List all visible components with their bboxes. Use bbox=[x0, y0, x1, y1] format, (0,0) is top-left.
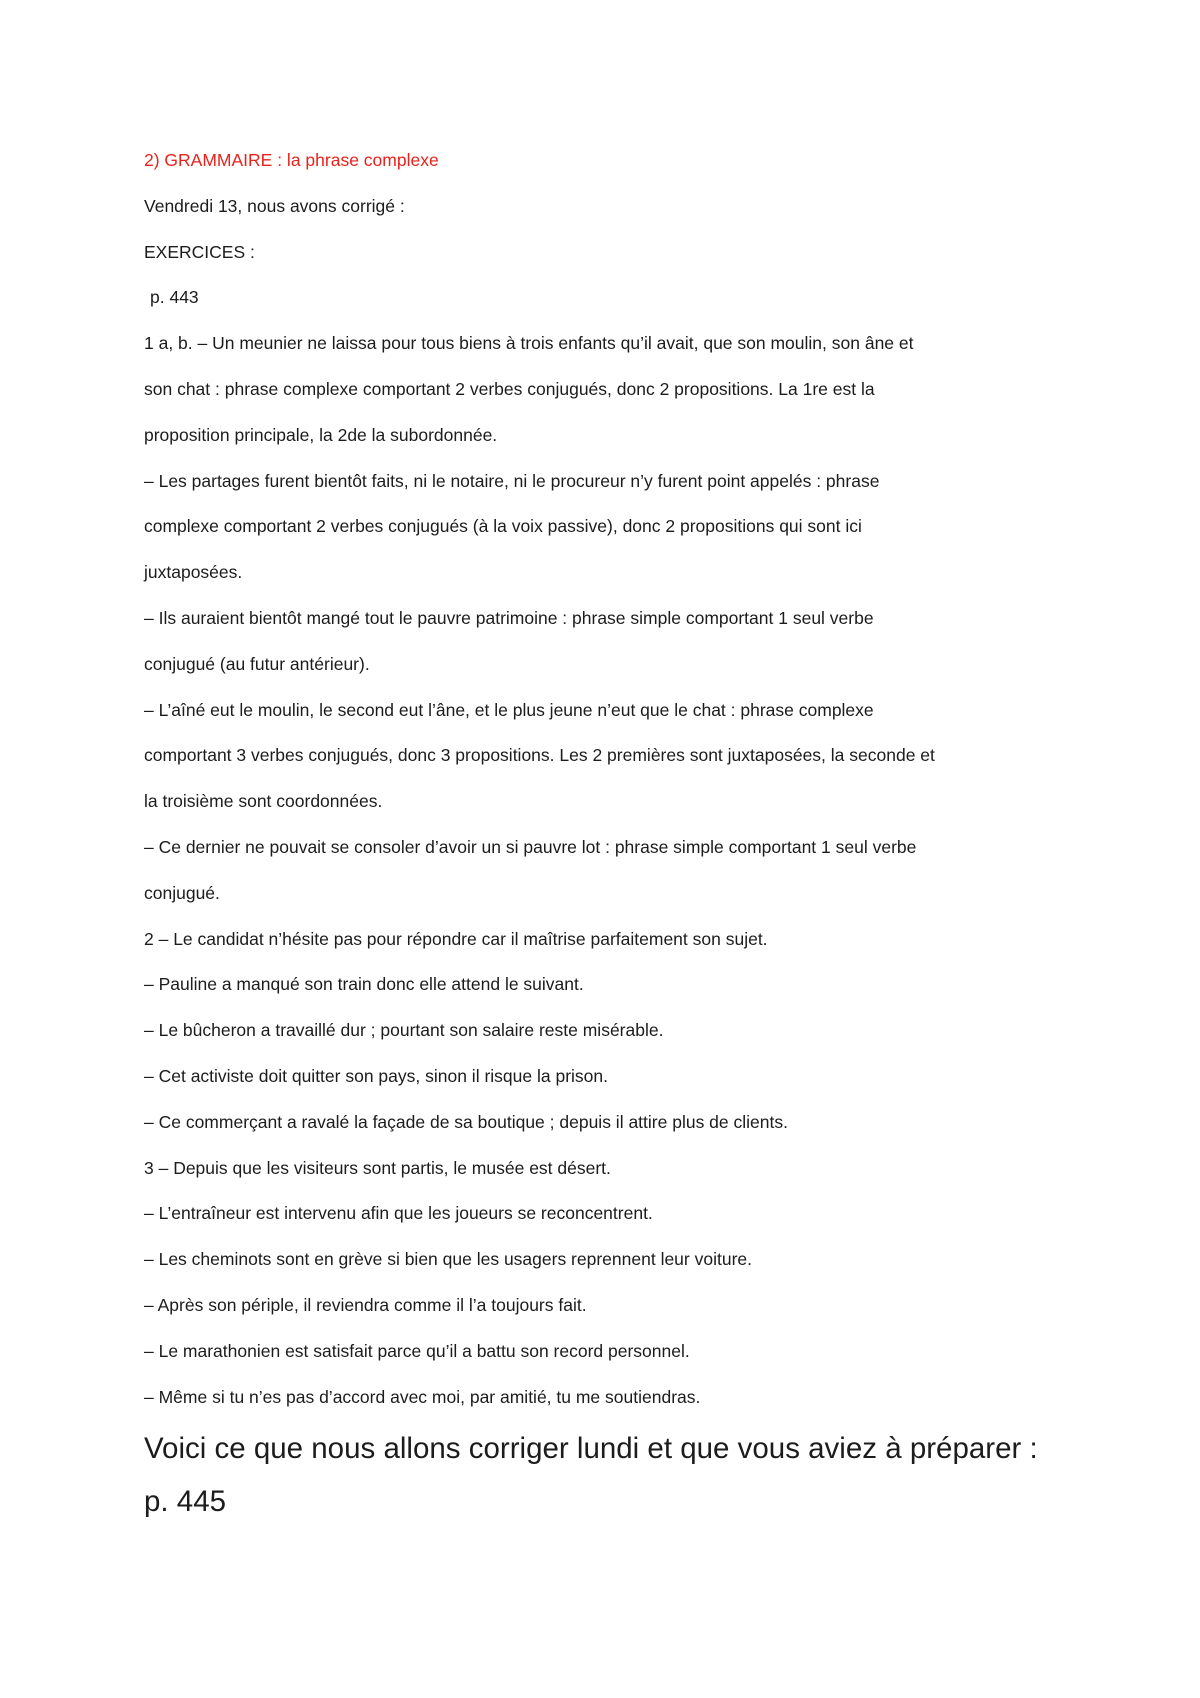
date-line: Vendredi 13, nous avons corrigé : bbox=[144, 195, 405, 216]
text-line: – Le marathonien est satisfait parce qu’il a battu son record personnel. bbox=[144, 1340, 690, 1361]
text-line: conjugué (au futur antérieur). bbox=[144, 653, 370, 674]
section-title: 2) GRAMMAIRE : la phrase complexe bbox=[144, 150, 439, 170]
text-line: 3 – Depuis que les visiteurs sont partis, le musée est désert. bbox=[144, 1157, 611, 1178]
page-reference: p. 443 bbox=[150, 287, 199, 308]
text-line: – Même si tu n’es pas d’accord avec moi, par amitié, tu me soutiendras. bbox=[144, 1386, 701, 1407]
text-line: – Cet activiste doit quitter son pays, sinon il risque la prison. bbox=[144, 1065, 608, 1086]
text-line: la troisième sont coordonnées. bbox=[144, 791, 383, 812]
text-line: – Ils auraient bientôt mangé tout le pauvre patrimoine : phrase simple comportant 1 seul verbe bbox=[144, 607, 874, 628]
text-line: comportant 3 verbes conjugués, donc 3 propositions. Les 2 premières sont juxtaposées, la seconde et bbox=[144, 745, 935, 766]
next-page-reference: p. 445 bbox=[144, 1485, 227, 1519]
announcement-text: Voici ce que nous allons corriger lundi et que vous aviez à préparer : bbox=[144, 1432, 1038, 1466]
text-line: conjugué. bbox=[144, 882, 220, 903]
exercises-label: EXERCICES : bbox=[144, 241, 255, 262]
text-line: – Les cheminots sont en grève si bien que les usagers reprennent leur voiture. bbox=[144, 1249, 752, 1270]
text-line: complexe comportant 2 verbes conjugués (à la voix passive), donc 2 propositions qui sont ici bbox=[144, 516, 862, 537]
text-line: – Les partages furent bientôt faits, ni le notaire, ni le procureur n’y furent point appelés : phrase bbox=[144, 470, 880, 491]
text-line: – L’entraîneur est intervenu afin que les joueurs se reconcentrent. bbox=[144, 1203, 653, 1224]
text-line: proposition principale, la 2de la subordonnée. bbox=[144, 424, 498, 445]
text-line: – Ce commerçant a ravalé la façade de sa boutique ; depuis il attire plus de clients. bbox=[144, 1111, 788, 1132]
text-line: son chat : phrase complexe comportant 2 verbes conjugués, donc 2 propositions. La 1re est la bbox=[144, 378, 875, 399]
text-line: juxtaposées. bbox=[144, 562, 243, 583]
document-page bbox=[144, 138, 1074, 1529]
text-line: – Pauline a manqué son train donc elle attend le suivant. bbox=[144, 974, 584, 995]
text-line: 2 – Le candidat n’hésite pas pour répondre car il maîtrise parfaitement son sujet. bbox=[144, 928, 768, 949]
text-line: – L’aîné eut le moulin, le second eut l’âne, et le plus jeune n’eut que le chat : phrase complexe bbox=[144, 699, 874, 720]
text-line: – Après son périple, il reviendra comme il l’a toujours fait. bbox=[144, 1294, 587, 1315]
text-line: – Ce dernier ne pouvait se consoler d’avoir un si pauvre lot : phrase simple comportant 1 seul verbe bbox=[144, 836, 917, 857]
exercise-answers bbox=[144, 321, 1074, 1420]
text-line: 1 a, b. – Un meunier ne laissa pour tous biens à trois enfants qu’il avait, que son moulin, son âne et bbox=[144, 333, 914, 354]
text-line: – Le bûcheron a travaillé dur ; pourtant son salaire reste misérable. bbox=[144, 1020, 664, 1041]
